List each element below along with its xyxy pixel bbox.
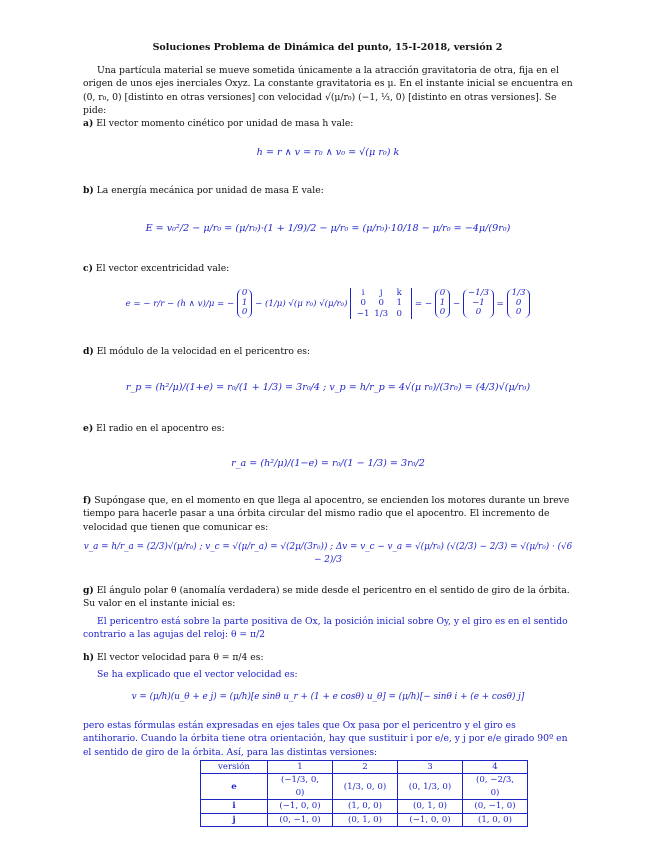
m2-0: 0 (439, 287, 446, 298)
table-row (201, 813, 528, 826)
equation-e: r_a = (h²/μ)/(1−e) = r₀/(1 − 1/3) = 3r₀/2 (231, 458, 425, 469)
equation-c: e = − r/r − (h ∧ v)/μ = − 0 1 0 − (1/μ) √(μ r₀) √(μ/r₀) i j k 0 0 1 −1 1/3 0 = − 0 1 0 − −1/3 −1 0 = 1/3 0 0 (83, 288, 573, 319)
table-cell: e (201, 774, 268, 800)
section-d (83, 345, 573, 358)
section-c-text: El vector excentricidad vale: (95, 263, 230, 274)
m1-2: 0 (241, 307, 248, 318)
equation-f: v_a = h/r_a = (2/3)√(μ/r₀) ; v_c = √(μ/r_a) = √(2μ/(3r₀)) ; Δv = v_c − v_a = √(μ/r₀) (√(2/3) − 2/3) = √(μ/r₀) · (√6 − 2)/3 (83, 542, 573, 565)
table-header-cell: 1 (268, 761, 333, 774)
cross-product-determinant (350, 288, 412, 319)
equation-c-left: e = − r/r − (h ∧ v)/μ = − (125, 298, 235, 309)
equation-h: v = (μ/h)(u_θ + e j) = (μ/h)[e sinθ u_r + (1 + e cosθ) u_θ] = (μ/h)[− sinθ i + (e + cosθ) j] (131, 692, 525, 702)
table-row (201, 761, 528, 774)
table-cell: (−1/3, 0, 0) (268, 774, 333, 800)
table-cell: j (201, 813, 268, 826)
det-7: 1/3 (374, 308, 389, 319)
table-cell: (−1, 0, 0) (398, 813, 463, 826)
vector-e-result (507, 289, 531, 319)
page-title: Soluciones Problema de Dinámica del punto, 15-I-2018, versión 2 (152, 42, 503, 53)
table-cell: (0, 1, 0) (398, 800, 463, 813)
m3-1: −1 (472, 297, 485, 308)
table-cell: (0, 1/3, 0) (398, 774, 463, 800)
m1-0: 0 (241, 287, 248, 298)
equation-b: E = v₀²/2 − μ/r₀ = (μ/r₀)·(1 + 1/9)/2 − μ/r₀ = (μ/r₀)·10/18 − μ/r₀ = −4μ/(9r₀) (145, 223, 511, 234)
m3-2: 0 (475, 307, 482, 318)
table-row (201, 800, 528, 813)
m4-1: 0 (515, 297, 522, 308)
det-2: k (396, 288, 402, 298)
det-8: 0 (396, 308, 402, 319)
m4-2: 0 (515, 307, 522, 318)
section-e (83, 422, 573, 435)
table-cell: (1/3, 0, 0) (333, 774, 398, 800)
section-d-letter: d) (83, 346, 94, 357)
section-a-text: El vector momento cinético por unidad de masa h vale: (96, 118, 354, 129)
m2-2: 0 (439, 307, 446, 318)
section-e-text: El radio en el apocentro es: (96, 423, 225, 434)
section-h-text: El vector velocidad para θ = π/4 es: (96, 652, 264, 663)
section-b-text: La energía mecánica por unidad de masa E vale: (96, 185, 324, 196)
section-a-letter: a) (83, 118, 94, 129)
section-h-answer-1: Se ha explicado que el vector velocidad es: (97, 669, 298, 680)
m4-0: 1/3 (511, 287, 526, 298)
m1-1: 1 (241, 297, 248, 308)
section-d-text: El módulo de la velocidad en el pericentro es: (96, 346, 311, 357)
table-cell: (0, −2/3, 0) (463, 774, 528, 800)
intro-paragraph: Una partícula material se mueve sometida únicamente a la atracción gravitatoria de otra, fija en el origen de unos ejes inerciales Oxyz. La constante gravitatoria es μ. En el instante inicial se encuentra en (0, r₀, 0) [distinto en otras versiones] con velocidad √(μ/r₀) (−1, ⅓, 0) [distinto en otras versiones]. Se pide: (83, 65, 573, 117)
equation-c-mid: − (1/μ) √(μ r₀) √(μ/r₀) (255, 298, 348, 309)
section-a (83, 117, 573, 130)
section-b (83, 184, 573, 197)
section-g-text: El ángulo polar θ (anomalía verdadera) se mide desde el pericentro en el sentido de giro de la órbita. Su valor en el instante inicial es: (83, 585, 570, 610)
table-cell: (0, 1, 0) (333, 813, 398, 826)
table-header-cell: 4 (463, 761, 528, 774)
det-3: 0 (360, 298, 366, 309)
section-c-letter: c) (83, 263, 93, 274)
det-6: −1 (356, 308, 370, 319)
det-5: 1 (396, 298, 402, 309)
table-cell: (1, 0, 0) (463, 813, 528, 826)
table-row (201, 774, 528, 800)
versions-table (200, 760, 528, 827)
det-1: j (379, 288, 383, 298)
det-0: i (361, 288, 365, 298)
equation-a: h = r ∧ v = r₀ ∧ v₀ = √(μ r₀) k (256, 147, 400, 158)
section-b-letter: b) (83, 185, 94, 196)
equation-d: r_p = (h²/μ)/(1+e) = r₀/(1 + 1/3) = 3r₀/4 ; v_p = h/r_p = 4√(μ r₀)/(3r₀) = (4/3)√(μ/r₀) (125, 382, 531, 393)
m2-1: 1 (439, 297, 446, 308)
section-f-text: Supóngase que, en el momento en que llega al apocentro, se encienden los motores durante un breve tiempo para hacerle pasar a una órbita circular del mismo radio que el apocentro. El incremento de velocidad que tienen que comunicar es: (83, 495, 570, 533)
section-g-answer: El pericentro está sobre la parte positiva de Ox, la posición inicial sobre Oy, y el giro es en el sentido contrario a las agujas del reloj: θ = π/2 (83, 616, 568, 641)
table-cell: (1, 0, 0) (333, 800, 398, 813)
table-header-cell: 3 (398, 761, 463, 774)
table-cell: (0, −1, 0) (463, 800, 528, 813)
table-cell: i (201, 800, 268, 813)
vector-3 (463, 289, 494, 319)
section-h (83, 651, 573, 664)
section-h-answer-2: pero estas fórmulas están expresadas en ejes tales que Ox pasa por el pericentro y el giro es antihorario. Cuando la órbita tiene otra orientación, hay que sustituir i por e/e, y j por e/e girado 90º en el sentido de giro de la órbita. Así, para las distintas versiones: (83, 720, 568, 758)
section-f (83, 494, 573, 534)
vector-r-unit (237, 289, 252, 319)
section-g (83, 584, 573, 611)
m3-0: −1/3 (467, 287, 489, 298)
table-header-cell: versión (201, 761, 268, 774)
table-header-cell: 2 (333, 761, 398, 774)
vector-2 (435, 289, 450, 319)
section-f-letter: f) (83, 495, 92, 506)
section-e-letter: e) (83, 423, 94, 434)
table-cell: (−1, 0, 0) (268, 800, 333, 813)
table-cell: (0, −1, 0) (268, 813, 333, 826)
section-g-letter: g) (83, 585, 94, 596)
section-h-letter: h) (83, 652, 95, 663)
det-4: 0 (378, 298, 384, 309)
section-c (83, 262, 573, 275)
